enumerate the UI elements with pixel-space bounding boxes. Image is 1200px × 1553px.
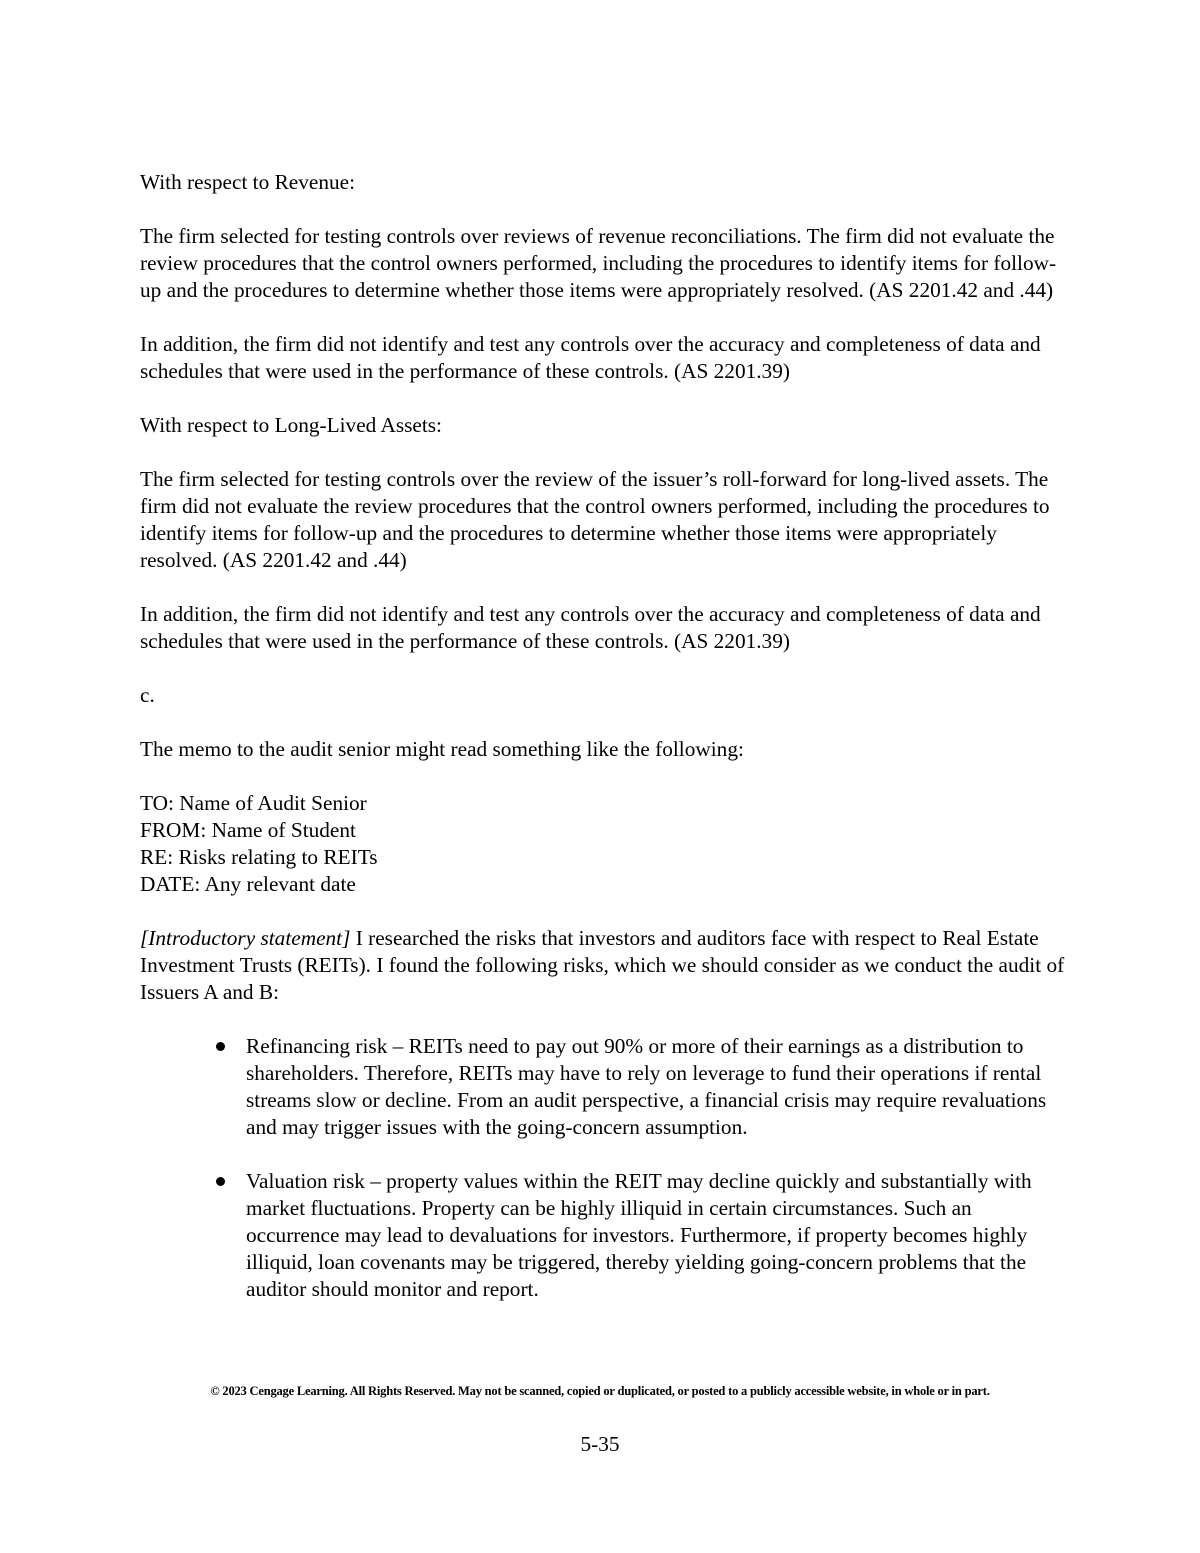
copyright-notice: © 2023 Cengage Learning. All Rights Reserved. May not be scanned, copied or duplicated, or posted to a publicly accessible website, in whole or in part.	[210, 1384, 990, 1398]
long-lived-assets-paragraph-1: The firm selected for testing controls over the review of the issuer’s roll-forward for long-lived assets. The firm did not evaluate the review procedures that the control owners performed, including the procedures to identify items for follow-up and the procedures to determine whether those items were appropriately resolved. (AS 2201.42 and .44)	[140, 467, 1050, 572]
list-item-text: Valuation risk – property values within the REIT may decline quickly and substantially with market fluctuations. Property can be highly illiquid in certain circumstances. Such an occurrence may lead to devaluations for investors. Furthermore, if property becomes highly illiquid, loan covenants may be triggered, thereby yielding going-concern problems that the auditor should monitor and report.	[246, 1169, 1032, 1301]
list-item	[246, 1168, 1070, 1303]
memo-date: DATE: Any relevant date	[140, 872, 356, 896]
long-lived-assets-paragraph-2: In addition, the firm did not identify and test any controls over the accuracy and completeness of data and schedules that were used in the performance of these controls. (AS 2201.39)	[140, 602, 1041, 653]
memo-intro: The memo to the audit senior might read something like the following:	[140, 737, 744, 761]
intro-label: [Introductory statement]	[140, 926, 351, 950]
part-label: c.	[140, 683, 155, 707]
revenue-paragraph-1: The firm selected for testing controls over reviews of revenue reconciliations. The firm did not evaluate the review procedures that the control owners performed, including the procedures to identify items for follow-up and the procedures to determine whether those items were appropriately resolved. (AS 2201.42 and .44)	[140, 224, 1057, 302]
memo-re: RE: Risks relating to REITs	[140, 845, 378, 869]
page-number: 5-35	[580, 1432, 620, 1456]
revenue-heading: With respect to Revenue:	[140, 170, 355, 194]
body-text	[140, 169, 1070, 1303]
list-item-text: Refinancing risk – REITs need to pay out 90% or more of their earnings as a distribution to shareholders. Therefore, REITs may have to rely on leverage to fund their operations if rental streams slow or decline. From an audit perspective, a financial crisis may require revaluations and may trigger issues with the going-concern assumption.	[246, 1034, 1047, 1139]
long-lived-assets-heading: With respect to Long-Lived Assets:	[140, 413, 442, 437]
risk-list	[140, 1033, 1070, 1303]
memo-introduction	[140, 925, 1070, 1006]
bullet-icon	[216, 1177, 225, 1186]
bullet-icon	[216, 1042, 225, 1051]
memo-from: FROM: Name of Student	[140, 818, 356, 842]
list-item	[246, 1033, 1070, 1141]
revenue-paragraph-2: In addition, the firm did not identify and test any controls over the accuracy and completeness of data and schedules that were used in the performance of these controls. (AS 2201.39)	[140, 332, 1041, 383]
memo-to: TO: Name of Audit Senior	[140, 791, 367, 815]
memo-header	[140, 790, 1070, 898]
intro-text: I researched the risks that investors and auditors face with respect to Real Estate Investment Trusts (REITs). I found the following risks, which we should consider as we conduct the audit of Issuers A and B:	[140, 926, 1065, 1004]
